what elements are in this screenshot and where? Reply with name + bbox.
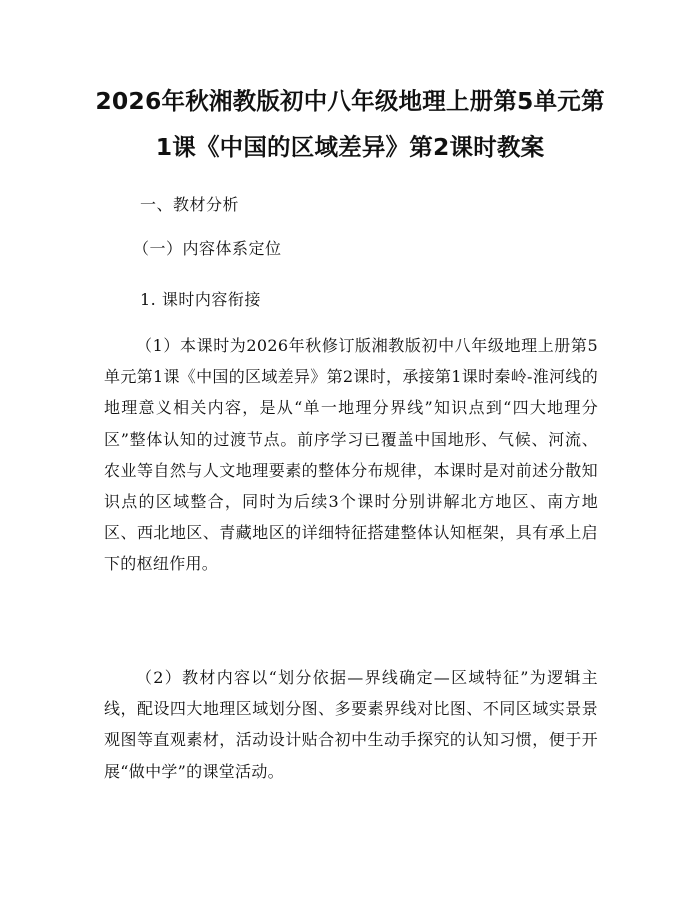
section-heading-1: 一、教材分析	[140, 195, 240, 214]
section-heading-1-1: （一）内容体系定位	[133, 239, 282, 258]
body-paragraph-1: （1）本课时为2026年秋修订版湘教版初中八年级地理上册第5单元第1课《中国的区域差异》第2课时，承接第1课时秦岭-淮河线的地理意义相关内容，是从“单一地理分界线”知识点到“四大地理分区”整体认知的过渡节点。前序学习已覆盖中国地形、气候、河流、农业等自然与人文地理要素的整体分布规律，本课时是对前述分散知识点的区域整合，同时为后续3个课时分别讲解北方地区、南方地区、西北地区、青藏地区的详细特征搭建整体认知框架，具有承上启下的枢纽作用。	[104, 336, 598, 574]
document-title: 2026年秋湘教版初中八年级地理上册第5单元第1课《中国的区域差异》第2课时教案	[95, 87, 605, 161]
body-paragraph-2: （2）教材内容以“划分依据—界线确定—区域特征”为逻辑主线，配设四大地理区域划分图、多要素界线对比图、不同区域实景景观图等直观素材，活动设计贴合初中生动手探究的认知习惯，便于开展“做中学”的课堂活动。	[104, 668, 598, 781]
section-heading-1-1-1: 1. 课时内容衔接	[140, 290, 261, 309]
